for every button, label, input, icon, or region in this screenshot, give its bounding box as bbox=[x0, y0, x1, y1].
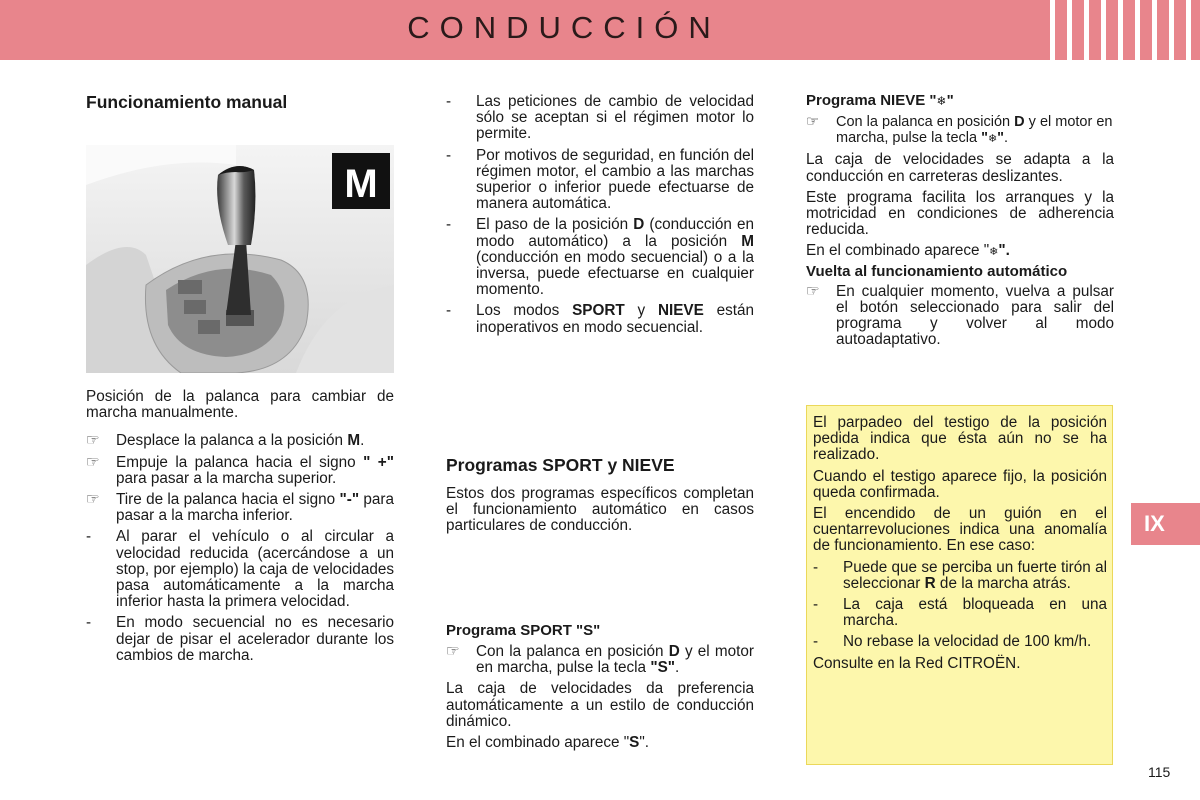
column-middle-sport bbox=[446, 455, 754, 540]
header-stripes bbox=[1045, 0, 1200, 60]
list-item: ☞ Tire de la palanca hacia el signo "-" para pasar a la marcha inferior. bbox=[86, 491, 394, 525]
list-item: - Al parar el vehículo o al circular a velocidad reducida (acercándose a un stop, por ejemplo) la caja de velocidades pasa automáticamente a la marcha inferior hasta la primera velocidad. bbox=[86, 528, 394, 611]
hand-pointer-icon: ☞ bbox=[806, 114, 819, 130]
snowflake-icon: ❄ bbox=[987, 132, 998, 146]
hand-pointer-icon: ☞ bbox=[86, 453, 100, 471]
gear-mode-badge: M bbox=[344, 162, 378, 206]
list-item: - El paso de la posición D (conducción en modo automático) a la posición M (conducción en modo secuencial) o a la inversa, puede efectuarse en cualquier momento. bbox=[446, 216, 754, 299]
dash-bullet: - bbox=[813, 558, 819, 576]
nieve-heading: Programa NIEVE "❄" bbox=[806, 92, 954, 109]
hand-pointer-icon: ☞ bbox=[86, 491, 100, 509]
sport-instruction: ☞ Con la palanca en posición D y el motor en marcha, pulse la tecla "S". bbox=[446, 643, 754, 677]
column-right bbox=[806, 93, 1114, 353]
section-heading-programs: Programas SPORT y NIEVE bbox=[446, 455, 675, 475]
column-middle bbox=[446, 94, 754, 341]
dash-bullet: - bbox=[86, 614, 92, 632]
list-item: ☞ Empuje la palanca hacia el signo " +" para pasar a la marcha superior. bbox=[86, 453, 394, 487]
list-item: - Los modos SPORT y NIEVE están inoperativos en modo secuencial. bbox=[446, 302, 755, 336]
list-item: - Por motivos de seguridad, en función del régimen motor, el cambio a las marchas superior o inferior puede efectuarse de manera automática. bbox=[446, 146, 754, 213]
dash-bullet: - bbox=[446, 302, 452, 320]
list-item: - Las peticiones de cambio de velocidad sólo se aceptan si el régimen motor lo permite. bbox=[446, 93, 754, 143]
hand-pointer-icon: ☞ bbox=[446, 643, 460, 660]
sport-description: La caja de velocidades da preferencia automáticamente a un estilo de conducción dinámico. bbox=[446, 680, 754, 730]
programs-intro: Estos dos programas específicos completan el funcionamiento automático en casos particulares de conducción. bbox=[446, 485, 754, 535]
list-item: - Puede que se perciba un fuerte tirón al seleccionar R de la marcha atrás. bbox=[813, 558, 1107, 592]
hand-pointer-icon: ☞ bbox=[806, 282, 820, 300]
return-heading: Vuelta al funcionamiento automático bbox=[806, 262, 1068, 280]
nieve-benefit: Este programa facilita los arranques y la motricidad en condiciones de adherencia reducida. bbox=[806, 188, 1114, 239]
list-item: - En modo secuencial no es necesario dejar de pisar el acelerador durante los cambios de marcha. bbox=[86, 614, 394, 664]
photo-caption: Posición de la palanca para cambiar de marcha manualmente. bbox=[86, 388, 394, 422]
nieve-display-note: En el combinado aparece "❄". bbox=[806, 242, 1010, 260]
dash-bullet: - bbox=[86, 528, 92, 546]
return-instruction: ☞ En cualquier momento, vuelva a pulsar el botón seleccionado para salir del programa y volver al modo autoadaptativo. bbox=[806, 282, 1114, 349]
chapter-tab: IX bbox=[1131, 503, 1200, 545]
column-middle-sport-detail bbox=[446, 623, 754, 756]
sport-display-note: En el combinado aparece "S". bbox=[446, 734, 650, 752]
note-fixed: Cuando el testigo aparece fijo, la posición queda confirmada. bbox=[813, 467, 1107, 501]
gear-lever-photo bbox=[86, 145, 394, 373]
snowflake-icon: ❄ bbox=[989, 245, 999, 259]
list-item: - No rebase la velocidad de 100 km/h. bbox=[813, 633, 1092, 651]
page-title: CONDUCCIÓN bbox=[407, 10, 721, 45]
snowflake-icon: ❄ bbox=[936, 94, 947, 108]
note-anomaly: El encendido de un guión en el cuentarrevoluciones indica una anomalía de funcionamiento. En ese caso: bbox=[813, 505, 1107, 555]
list-item: ☞ Desplace la palanca a la posición M. bbox=[86, 432, 365, 450]
hand-pointer-icon: ☞ bbox=[86, 432, 100, 450]
column-left bbox=[86, 92, 394, 112]
sport-heading: Programa SPORT "S" bbox=[446, 622, 601, 639]
nieve-instruction: ☞ Con la palanca en posición D y el motor en marcha, pulse la tecla "❄". bbox=[806, 114, 1113, 147]
page-header bbox=[0, 0, 1200, 60]
dash-bullet: - bbox=[446, 93, 452, 110]
note-dealer: Consulte en la Red CITROËN. bbox=[813, 654, 1021, 672]
dash-bullet: - bbox=[446, 216, 452, 234]
dash-bullet: - bbox=[446, 146, 452, 164]
warning-note-box bbox=[806, 405, 1113, 765]
nieve-description: La caja de velocidades se adapta a la conducción en carreteras deslizantes. bbox=[806, 151, 1114, 185]
dash-bullet: - bbox=[813, 596, 819, 614]
note-blink: El parpadeo del testigo de la posición pedida indica que ésta aún no se ha realizado. bbox=[813, 414, 1107, 464]
column-left-body bbox=[86, 389, 394, 669]
page-number: 115 bbox=[1148, 764, 1171, 780]
list-item: - La caja está bloqueada en una marcha. bbox=[813, 596, 1107, 630]
gear-lever-illustration bbox=[86, 145, 394, 373]
section-heading-manual: Funcionamiento manual bbox=[86, 92, 288, 112]
dash-bullet: - bbox=[813, 633, 819, 651]
